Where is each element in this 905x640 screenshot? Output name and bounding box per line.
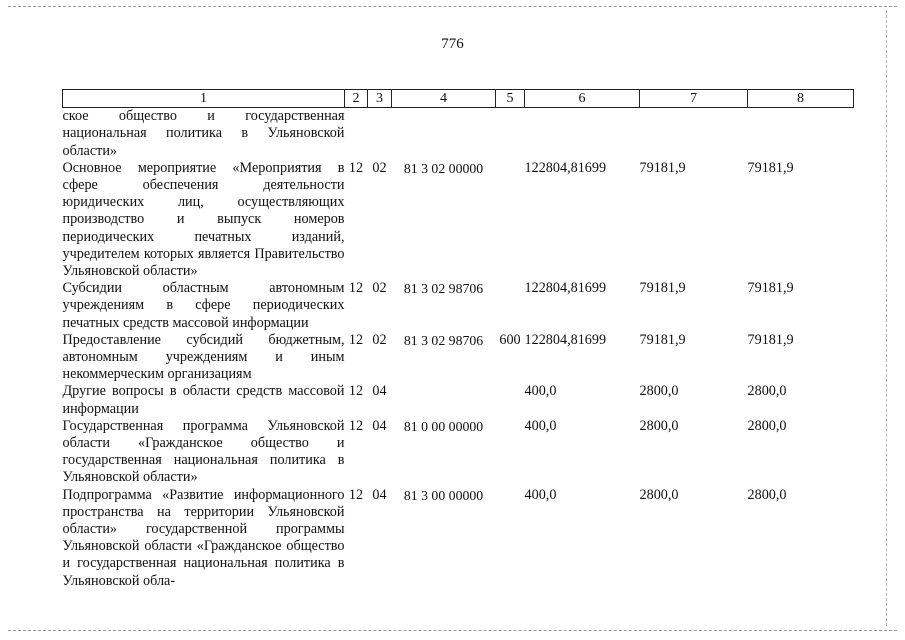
page-number: 776	[441, 36, 464, 52]
row-target-code: 81 3 02 00000	[403, 160, 484, 176]
row-amount-col7: 2800,0	[639, 417, 679, 434]
row-expense-type: 600	[499, 331, 521, 348]
row-amount-col7: 79181,9	[639, 280, 686, 297]
table-row	[63, 332, 854, 384]
column-header-7: 7	[640, 90, 748, 108]
scan-top-edge	[8, 6, 897, 7]
row-subsection: 04	[372, 417, 387, 434]
row-name: Субсидии областным автономным учреждениям в сфере периодических печатных средств массовой информации	[62, 280, 345, 331]
row-amount-col8: 79181,9	[747, 280, 794, 297]
row-amount-col8: 79181,9	[747, 331, 794, 348]
row-name: Другие вопросы в области средств массовой информации	[62, 383, 345, 417]
row-expense-type	[496, 487, 525, 590]
row-subsection: 04	[372, 486, 387, 503]
table-row	[63, 280, 854, 332]
row-target-code: 81 3 02 98706	[403, 332, 484, 348]
row-amount-col6: 122804,81699	[524, 159, 607, 176]
row-section: 12	[348, 159, 364, 176]
row-amount-col6: 122804,81699	[524, 331, 607, 348]
row-amount-col7: 2800,0	[639, 486, 679, 503]
scan-bottom-edge	[8, 630, 897, 631]
column-header-5: 5	[496, 90, 525, 108]
column-header-1: 1	[63, 90, 345, 108]
row-section	[345, 108, 368, 160]
row-amount-col8: 79181,9	[747, 159, 794, 176]
row-target-code: 81 3 02 98706	[403, 281, 484, 297]
row-expense-type	[496, 280, 525, 332]
column-header-8: 8	[748, 90, 854, 108]
row-expense-type	[496, 383, 525, 417]
row-amount-col6: 400,0	[524, 417, 557, 434]
row-amount-col7	[640, 108, 748, 160]
row-name: Основное мероприятие «Мероприятия в сфере обеспечения деятельности юридических лиц, осуществляющих производство и выпуск номеров периодических печатных изданий, учредителем которых является Правительство Ульяновской области»	[62, 159, 345, 280]
row-name: Государственная программа Ульяновской области «Гражданское общество и государственная национальная политика в Ульяновской области»	[62, 417, 345, 486]
column-header-6: 6	[525, 90, 640, 108]
table-row	[63, 108, 854, 160]
row-amount-col6	[525, 108, 640, 160]
row-section: 12	[348, 417, 364, 434]
row-target-code	[392, 108, 496, 160]
row-expense-type	[496, 160, 525, 280]
row-name: Подпрограмма «Развитие информационного пространства на территории Ульяновской области» государственной программы Ульяновской области «Гражданское общество и государственная национальная политика в Ульяновской обла-	[62, 486, 345, 589]
row-amount-col6: 400,0	[524, 383, 557, 400]
table-row	[63, 383, 854, 417]
column-header-4: 4	[392, 90, 496, 108]
row-section: 12	[348, 280, 364, 297]
row-subsection: 02	[372, 331, 387, 348]
row-amount-col8: 2800,0	[747, 417, 787, 434]
row-section: 12	[348, 331, 364, 348]
row-expense-type	[496, 108, 525, 160]
column-header-3: 3	[368, 90, 392, 108]
column-header-2: 2	[345, 90, 368, 108]
row-subsection: 02	[372, 159, 387, 176]
row-name: Предоставление субсидий бюджетным, автономным учреждениям и иным некоммерческим организациям	[62, 331, 345, 383]
row-amount-col7: 79181,9	[639, 159, 686, 176]
table-header-row	[63, 90, 854, 108]
row-section: 12	[348, 383, 364, 400]
scan-right-edge	[886, 10, 887, 626]
row-subsection	[368, 108, 392, 160]
row-amount-col8: 2800,0	[747, 383, 787, 400]
row-target-code	[392, 383, 496, 417]
row-subsection: 02	[372, 280, 387, 297]
row-target-code: 81 3 00 00000	[403, 487, 484, 503]
row-expense-type	[496, 418, 525, 487]
budget-table	[62, 89, 854, 590]
row-amount-col6: 122804,81699	[524, 280, 607, 297]
row-amount-col8	[748, 108, 854, 160]
table-row	[63, 487, 854, 590]
row-subsection: 04	[372, 383, 387, 400]
row-target-code: 81 0 00 00000	[403, 418, 484, 434]
table-row	[63, 418, 854, 487]
row-amount-col8: 2800,0	[747, 486, 787, 503]
table-row	[63, 160, 854, 280]
row-amount-col7: 2800,0	[639, 383, 679, 400]
row-amount-col6: 400,0	[524, 486, 557, 503]
row-section: 12	[348, 486, 364, 503]
row-amount-col7: 79181,9	[639, 331, 686, 348]
row-name: ское общество и государственная национальная политика в Ульяновской области»	[62, 108, 345, 159]
